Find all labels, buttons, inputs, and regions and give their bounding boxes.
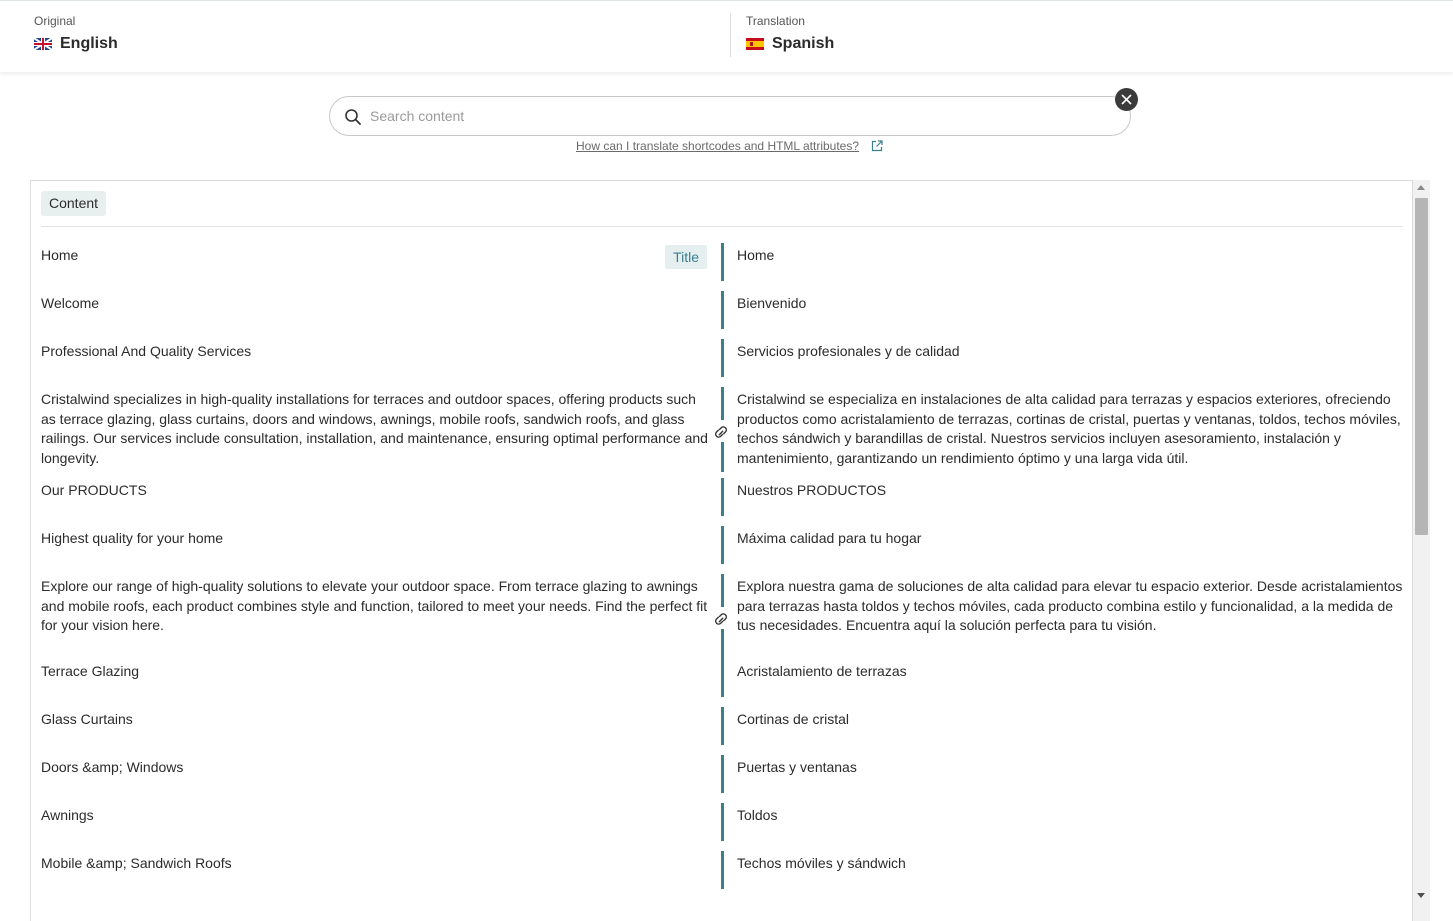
translation-row — [31, 291, 1413, 339]
row-accent-bar — [721, 387, 724, 420]
translation-text[interactable]: Máxima calidad para tu hogar — [737, 530, 922, 546]
source-text-value: Cristalwind specializes in high-quality installations for terraces and outdoor spaces, offering products such as terrace glazing, glass curtains, doors and windows, awnings, mobile roofs, sandwich roofs, and glass railings. Our services include consultation, installation, and maintenance, ensuring optimal performance and longevity. — [41, 391, 708, 466]
translation-text[interactable]: Cortinas de cristal — [737, 711, 850, 727]
source-text-value: Professional And Quality Services — [41, 343, 252, 359]
row-accent-bar — [721, 629, 724, 659]
translation-rows — [31, 243, 1413, 899]
row-accent-bar — [721, 243, 724, 281]
translation-row — [31, 339, 1413, 387]
row-marker — [721, 478, 737, 526]
shortcodes-help-link[interactable]: How can I translate shortcodes and HTML attributes? — [576, 139, 860, 153]
source-text-value: Mobile &amp; Sandwich Roofs — [41, 855, 232, 871]
row-accent-bar — [721, 707, 724, 745]
row-marker — [721, 339, 737, 387]
translation-row — [31, 659, 1413, 707]
original-language-section — [34, 14, 118, 54]
source-text-value: Doors &amp; Windows — [41, 759, 184, 775]
row-accent-bar — [721, 851, 724, 889]
translation-row — [31, 478, 1413, 526]
translation-row — [31, 387, 1413, 478]
header-divider — [730, 13, 731, 57]
scrollbar-thumb[interactable] — [1415, 198, 1428, 535]
source-text-value: Awnings — [41, 807, 94, 823]
scroll-up-arrow-icon[interactable] — [1417, 185, 1425, 190]
translation-text[interactable]: Bienvenido — [737, 295, 807, 311]
external-link-icon[interactable] — [871, 140, 883, 152]
translation-text[interactable]: Puertas y ventanas — [737, 759, 857, 775]
source-text — [31, 478, 721, 526]
source-text — [31, 851, 721, 899]
source-text — [31, 291, 721, 339]
source-text — [31, 803, 721, 851]
source-text-value: Welcome — [41, 295, 100, 311]
row-accent-bar — [721, 478, 724, 516]
spain-flag-icon — [746, 38, 764, 50]
row-accent-bar — [721, 755, 724, 793]
translation-caption: Translation — [746, 14, 805, 28]
row-accent-bar — [721, 339, 724, 377]
translation-row — [31, 851, 1413, 899]
translation-text[interactable]: Nuestros PRODUCTOS — [737, 482, 887, 498]
translation-text[interactable]: Acristalamiento de terrazas — [737, 663, 907, 679]
source-text — [31, 243, 721, 291]
search-input[interactable] — [370, 103, 1110, 129]
translation-text[interactable]: Toldos — [737, 807, 778, 823]
row-marker — [721, 803, 737, 851]
source-text-value: Terrace Glazing — [41, 663, 140, 679]
link-icon[interactable] — [711, 610, 731, 628]
original-language-selector — [34, 34, 118, 54]
row-accent-bar — [721, 291, 724, 329]
translation-row — [31, 526, 1413, 574]
scroll-down-arrow-icon[interactable] — [1417, 893, 1425, 898]
source-text — [31, 707, 721, 755]
tab-content[interactable]: Content — [41, 191, 106, 216]
uk-flag-icon — [34, 38, 52, 50]
row-marker — [721, 291, 737, 339]
row-accent-bar — [721, 442, 724, 472]
close-icon — [1121, 94, 1132, 105]
row-marker — [721, 243, 737, 291]
source-text-value: Home — [41, 247, 79, 263]
source-text-value: Our PRODUCTS — [41, 482, 147, 498]
translation-row — [31, 707, 1413, 755]
row-marker — [721, 707, 737, 755]
original-language-name: English — [60, 35, 118, 52]
translation-language-section — [746, 14, 834, 54]
source-text-value: Glass Curtains — [41, 711, 133, 727]
row-marker — [721, 526, 737, 574]
row-marker — [721, 574, 737, 659]
scrollbar[interactable] — [1413, 180, 1430, 921]
search-box[interactable] — [329, 96, 1131, 136]
translation-row — [31, 243, 1413, 291]
translation-language-selector[interactable] — [746, 34, 834, 54]
source-text — [31, 659, 721, 707]
row-accent-bar — [721, 526, 724, 564]
source-text — [31, 574, 721, 659]
row-marker — [721, 755, 737, 803]
source-text — [31, 387, 721, 478]
translation-text[interactable]: Explora nuestra gama de soluciones de alta calidad para elevar tu espacio exterior. Desde acristalamientos para terrazas hasta toldos y techos móviles, cada producto combina estilo y funcionalidad, a la medida de tus necesidades. Encuentra aquí la solución perfecta para tu visión. — [737, 578, 1403, 633]
source-text — [31, 755, 721, 803]
translation-text[interactable]: Servicios profesionales y de calidad — [737, 343, 960, 359]
source-text — [31, 526, 721, 574]
row-marker — [721, 659, 737, 707]
clear-search-button[interactable] — [1115, 88, 1138, 111]
title-badge: Title — [665, 245, 707, 269]
source-text-value: Explore our range of high-quality solutions to elevate your outdoor space. From terrace glazing to awnings and mobile roofs, each product combines style and function, tailored to meet your needs. Find the perfect fit for your vision here. — [41, 578, 708, 633]
panel-divider — [41, 226, 1403, 227]
row-accent-bar — [721, 803, 724, 841]
translation-row — [31, 574, 1413, 659]
search-icon — [344, 108, 362, 126]
original-caption: Original — [34, 14, 76, 28]
row-marker — [721, 851, 737, 899]
row-accent-bar — [721, 659, 724, 697]
link-icon[interactable] — [711, 423, 731, 441]
translation-row — [31, 755, 1413, 803]
translation-text[interactable]: Techos móviles y sándwich — [737, 855, 906, 871]
translation-row — [31, 803, 1413, 851]
source-text — [31, 339, 721, 387]
translation-language-name: Spanish — [772, 35, 835, 52]
content-panel — [30, 180, 1413, 921]
row-marker — [721, 387, 737, 478]
row-accent-bar — [721, 574, 724, 607]
language-header — [0, 0, 1453, 72]
translation-text[interactable]: Home — [737, 247, 775, 263]
source-text-value: Highest quality for your home — [41, 530, 224, 546]
translation-text[interactable]: Cristalwind se especializa en instalaciones de alta calidad para terrazas y espacios exteriores, ofreciendo productos como acristalamiento de terrazas, cortinas de cristal, puertas y ventanas, toldos, techos móviles, techos sándwich y barandillas de cristal. Nuestros servicios incluyen asesoramiento, instalación y mantenimiento, garantizando un rendimiento óptimo y una larga vida útil. — [737, 391, 1401, 466]
